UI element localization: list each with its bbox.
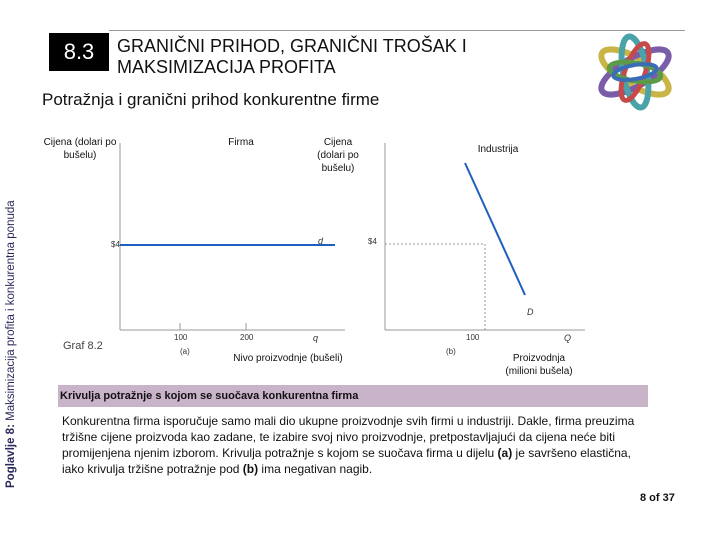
graph-a-title: Firma — [228, 137, 254, 148]
slide-title: GRANIČNI PRIHOD, GRANIČNI TROŠAK I MAKSIMIZACIJA PROFITA — [117, 36, 467, 77]
graph-b-x-symbol: Q — [564, 333, 572, 343]
chapter-number: Poglavlje 8: — [5, 424, 17, 488]
caption-bold-b: (b) — [242, 462, 259, 476]
graph-b-ylabel: Cijena (dolari po bušelu) — [317, 137, 359, 174]
graph-a-curve-label: d — [318, 236, 324, 246]
graph-b-xlabel: Proizvodnja (milioni bušela) — [505, 353, 573, 377]
caption-body — [62, 413, 647, 477]
chapter-side-caption — [5, 108, 17, 488]
graph-b-xtick-100: 100 — [466, 333, 480, 342]
header-rule — [109, 30, 685, 31]
graph-b-curve-label: D — [527, 307, 534, 317]
caption-bold-a: (a) — [497, 446, 513, 460]
graph-b-title: Industrija — [477, 144, 519, 155]
rings-logo-icon — [585, 32, 685, 112]
section-number-badge: 8.3 — [49, 33, 109, 71]
graph-b-industry — [375, 135, 595, 335]
caption-text-2: je savršeno elastična, iako krivulja tržišne potražnje pod — [62, 446, 631, 476]
graph-b-price-tick: $4 — [368, 237, 377, 246]
slide-subtitle: Potražnja i granični prihod konkurentne firme — [42, 90, 380, 109]
caption-text-1: Konkurentna firma isporučuje samo mali dio ukupne proizvodnje svih firmi u industriji. Dakle, firma preuzima tržišne cijene proizvoda kao zadane, te izabire svoj nivo proizvodnje, pretpostavljajući da cijena neće biti promijenjena njenim izborom. Krivulja potražnje s kojom se suočava firma u dijelu — [62, 414, 635, 460]
caption-title: Krivulja potražnje s kojom se suočava konkurentna firma — [60, 390, 359, 402]
graph-a-xtick-100: 100 — [174, 333, 188, 342]
caption-text-3: ima negativan nagib. — [258, 462, 373, 476]
graph-b-panel-label: (b) — [446, 347, 456, 356]
graph-a-panel-label: (a) — [180, 347, 190, 356]
graph-b-demand-line — [465, 163, 525, 295]
graph-a-ylabel: Cijena (dolari po bušelu) — [43, 137, 117, 161]
chapter-title: Maksimizacija profita i konkurentna ponuda — [5, 200, 17, 425]
figure-label: Graf 8.2 — [63, 340, 103, 352]
graph-a-xlabel: Nivo proizvodnje (bušeli) — [233, 353, 343, 364]
graph-a-price-tick: $4 — [111, 240, 120, 249]
page-number: 8 of 37 — [640, 492, 675, 504]
graph-a-xtick-200: 200 — [240, 333, 254, 342]
graph-a-x-symbol: q — [313, 333, 319, 343]
